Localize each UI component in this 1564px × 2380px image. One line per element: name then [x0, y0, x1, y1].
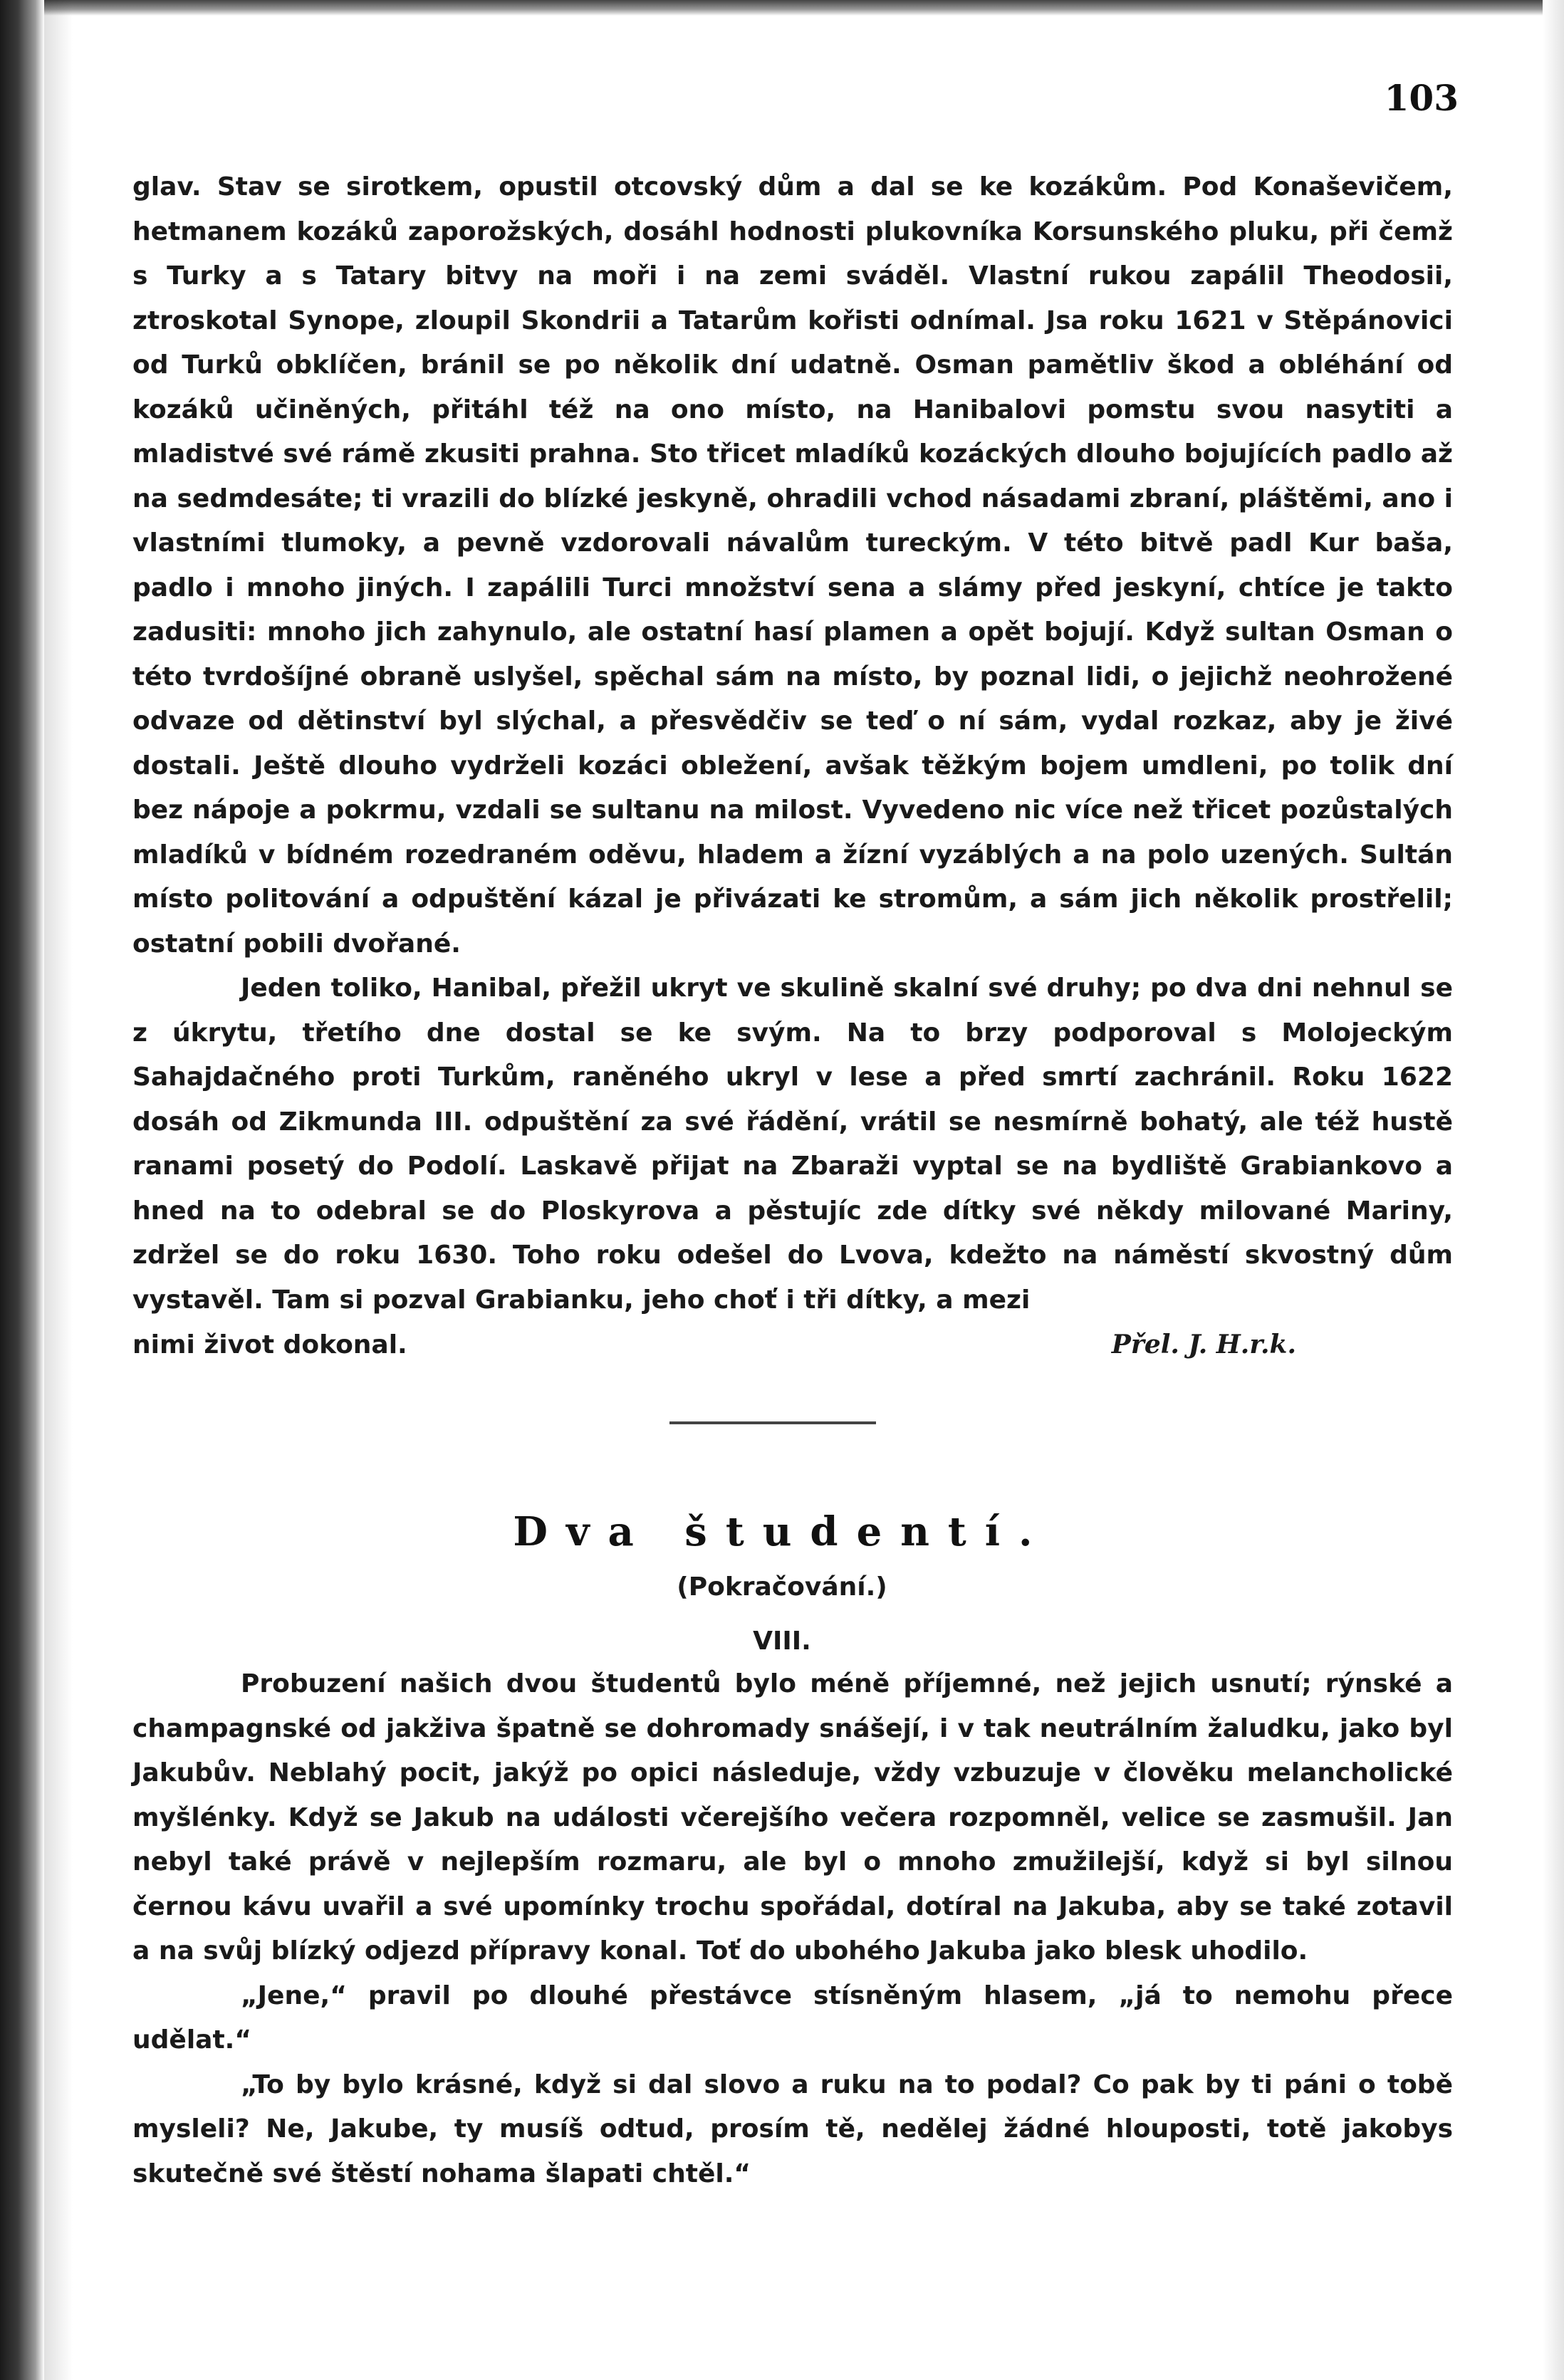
- scan-right-edge: [1543, 0, 1564, 2380]
- story-subtitle: (Pokračování.): [677, 1572, 887, 1602]
- article-paragraph-1: glav. Stav se sirotkem, opustil otcovský dům a dal se ke kozákům. Pod Konaševičem, hetmanem kozáků zaporožských, dosáhl hodnosti plukovníka Korsunského pluku, při čemž s Turky a s Tatary bitvy na moři i na zemi sváděl. Vlastní rukou zapálil Theodosii, ztroskotal Synope, zloupil Skondrii a Tatarům kořisti odnímal. Jsa roku 1621 v Stěpánovici od Turků obklíčen, bránil se po několik dní udatně. Osman pamětliv škod a obléhání od kozáků učiněných, přitáhl též na ono místo, na Hanibalovi pomstu svou nasytiti a mladistvé své rámě zkusiti prahna. Sto třicet mladíků kozáckých dlouho bojujících padlo až na sedmdesáte; ti vrazili do blízké jeskyně, ohradili vchod násadami zbraní, pláštěmi, ano i vlastními tlumoky, a pevně vzdorovali návalům tureckým. V této bitvě padl Kur baša, padlo i mnoho jiných. I zapálili Turci množství sena a slámy před jeskyní, chtíce je takto zadusiti: mnoho jich zahynulo, ale ostatní hasí plamen a opět bojují. Když sultan Osman o této tvrdošíjné obraně uslyšel, spěchal sám na místo, by poznal lidi, o jejichž neohrožené odvaze od dětinství byl slýchal, a přesvědčiv se teď o ní sám, vydal rozkaz, aby je živé dostali. Ještě dlouho vydrželi kozáci obležení, avšak těžkým bojem umdleni, po tolik dní bez nápoje a pokrmu, vzdali se sultanu na milost. Vyvedeno nic více než třicet pozůstalých mladíků v bídném rozedraném oděvu, hladem a žízní vyzáblých a na polo uzených. Sultán místo politování a odpuštění kázal je přivázati ke stromům, a sám jich několik prostřelil; ostatní pobili dvořané.: [132, 172, 1453, 959]
- story-paragraph-2: „Jene,“ pravil po dlouhé přestávce stísněným hlasem, „já to nemohu přece udělat.“: [132, 1980, 1453, 2055]
- article-signature-line: [132, 1322, 1453, 1368]
- chapter-heading: VIII.: [753, 1627, 811, 1656]
- story-title: Dva študentí.: [513, 1508, 1051, 1555]
- article-text: [132, 165, 1453, 1368]
- section-divider: [669, 1421, 876, 1424]
- story-paragraph-3: „To by bylo krásné, když si dal slovo a ruku na to podal? Co pak by ti páni o tobě mysleli? Ne, Jakube, ty musíš odtud, prosím tě, nedělej žádné hlouposti, totě jakobys skutečně své štěstí nohama šlapati chtěl.“: [132, 2070, 1453, 2188]
- story-paragraph-1: Probuzení našich dvou študentů bylo méně příjemné, než jejich usnutí; rýnské a champagnské od jakživa špatně se dohromady snášejí, i v tak neutrálním žaludku, jako byl Jakubův. Neblahý pocit, jakýž po opici následuje, vždy vzbuzuje v člověku melancholické myšlénky. Když se Jakub na události včerejšího večera rozpomněl, velice se zasmušil. Jan nebyl také právě v nejlepším rozmaru, ale byl o mnoho zmužilejší, když si byl silnou černou kávu uvařil a své upomínky trochu spořádal, dotíral na Jakuba, aby se také zotavil a na svůj blízký odjezd přípravy konal. Toť do ubohého Jakuba jako blesk uhodilo.: [132, 1669, 1453, 1966]
- scan-top-edge: [0, 0, 1564, 16]
- article-closing-line: nimi život dokonal.: [132, 1330, 407, 1359]
- scan-binding-shadow: [44, 0, 73, 2380]
- page-number: 103: [1384, 77, 1459, 119]
- article-paragraph-2: Jeden toliko, Hanibal, přežil ukryt ve skulině skalní své druhy; po dva dni nehnul se z úkrytu, třetího dne dostal se ke svým. Na to brzy podporoval s Molojeckým Sahajdačného proti Turkům, raněného ukryl v lese a před smrtí zachránil. Roku 1622 dosáh od Zikmunda III. odpuštění za své řádění, vrátil se nesmírně bohatý, ale též hustě ranami posetý do Podolí. Laskavě přijat na Zbaraži vyptal se na bydliště Grabiankovo a hned na to odebral se do Ploskyrova a pěstujíc zde dítky své někdy milované Mariny, zdržel se do roku 1630. Toho roku odešel do Lvova, kdežto na náměstí skvostný dům vystavěl. Tam si pozval Grabianku, jeho choť i tři dítky, a mezi: [132, 974, 1453, 1315]
- scan-binding-edge: [0, 0, 44, 2380]
- story-text: [132, 1662, 1453, 2196]
- article-signature: Přel. J. H.r.k.: [1111, 1330, 1296, 1359]
